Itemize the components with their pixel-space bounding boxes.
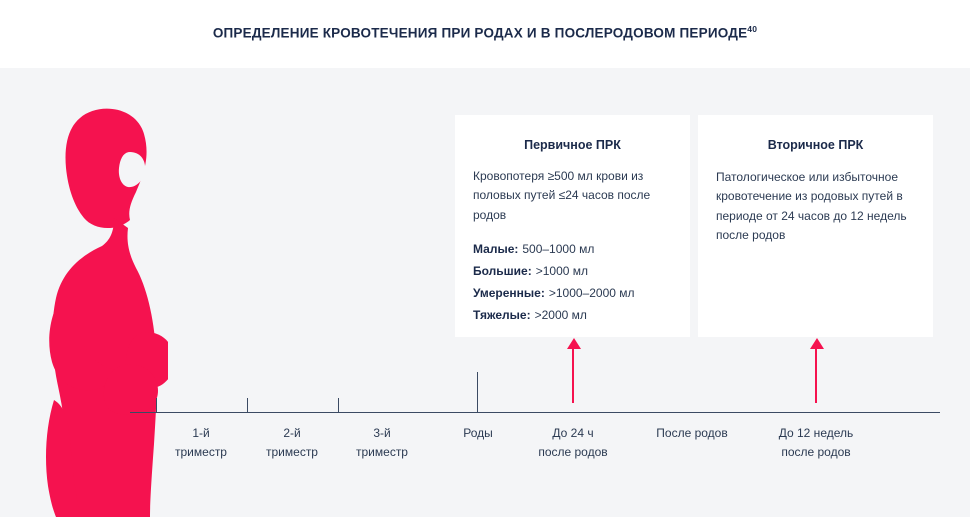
timeline-axis	[130, 412, 940, 413]
page-title-superscript: 40	[747, 24, 758, 34]
tick-trimester-1	[156, 398, 157, 412]
tick-birth	[477, 372, 478, 412]
page-title-text: ОПРЕДЕЛЕНИЕ КРОВОТЕЧЕНИЯ ПРИ РОДАХ И В ПОСЛЕРОДОВОМ ПЕРИОДЕ	[212, 25, 748, 41]
arrow-line-secondary	[815, 341, 817, 403]
axis-label-12w-line2: после родов	[781, 444, 851, 459]
axis-label-birth-text: Роды	[463, 426, 493, 440]
card-primary-title: Первичное ПРК	[524, 138, 621, 152]
card-secondary-body: Патологическое или избыточное кровотечение из родовых путей в периоде от 24 часов до 12 недель после родов	[716, 170, 907, 243]
severity-label-major: Большие:	[473, 264, 532, 279]
title-bar	[0, 0, 970, 68]
severity-label-minor: Малые:	[473, 242, 519, 257]
page-title	[0, 24, 970, 41]
tick-trimester-3	[338, 398, 339, 412]
axis-label-trimester-1-line1: 1-й	[192, 426, 210, 440]
severity-row-major	[473, 261, 672, 283]
axis-label-24h-line2: после родов	[538, 444, 608, 459]
axis-label-after-birth-text: После родов	[656, 426, 728, 440]
axis-label-trimester-3-line2: триместр	[356, 444, 408, 459]
severity-label-moderate: Умеренные:	[473, 285, 545, 300]
card-secondary-pph	[698, 115, 933, 337]
arrow-head-secondary	[810, 338, 824, 349]
severity-row-moderate	[473, 283, 672, 305]
severity-value-minor: 500–1000 мл	[522, 242, 595, 257]
arrow-line-primary	[572, 341, 574, 403]
severity-row-minor	[473, 239, 672, 261]
axis-label-24h-line1: До 24 ч	[552, 426, 594, 440]
axis-label-trimester-2-line1: 2-й	[283, 426, 301, 440]
severity-label-severe: Тяжелые:	[473, 307, 531, 322]
severity-row-severe	[473, 305, 672, 327]
axis-label-trimester-1-line2: триместр	[175, 444, 227, 459]
axis-label-12w	[741, 424, 891, 461]
card-primary-pph	[455, 115, 690, 337]
severity-value-major: >1000 мл	[535, 264, 589, 279]
card-primary-body: Кровопотеря ≥500 мл крови из половых путей ≤24 часов после родов	[473, 169, 651, 222]
tick-trimester-2	[247, 398, 248, 412]
arrow-head-primary	[567, 338, 581, 349]
axis-label-trimester-2-line2: триместр	[266, 444, 318, 459]
severity-list	[473, 239, 672, 326]
severity-value-moderate: >1000–2000 мл	[548, 285, 635, 300]
severity-value-severe: >2000 мл	[534, 307, 587, 322]
axis-label-12w-line1: До 12 недель	[778, 426, 854, 440]
axis-label-trimester-3-line1: 3-й	[373, 426, 391, 440]
card-secondary-title: Вторичное ПРК	[767, 138, 864, 152]
